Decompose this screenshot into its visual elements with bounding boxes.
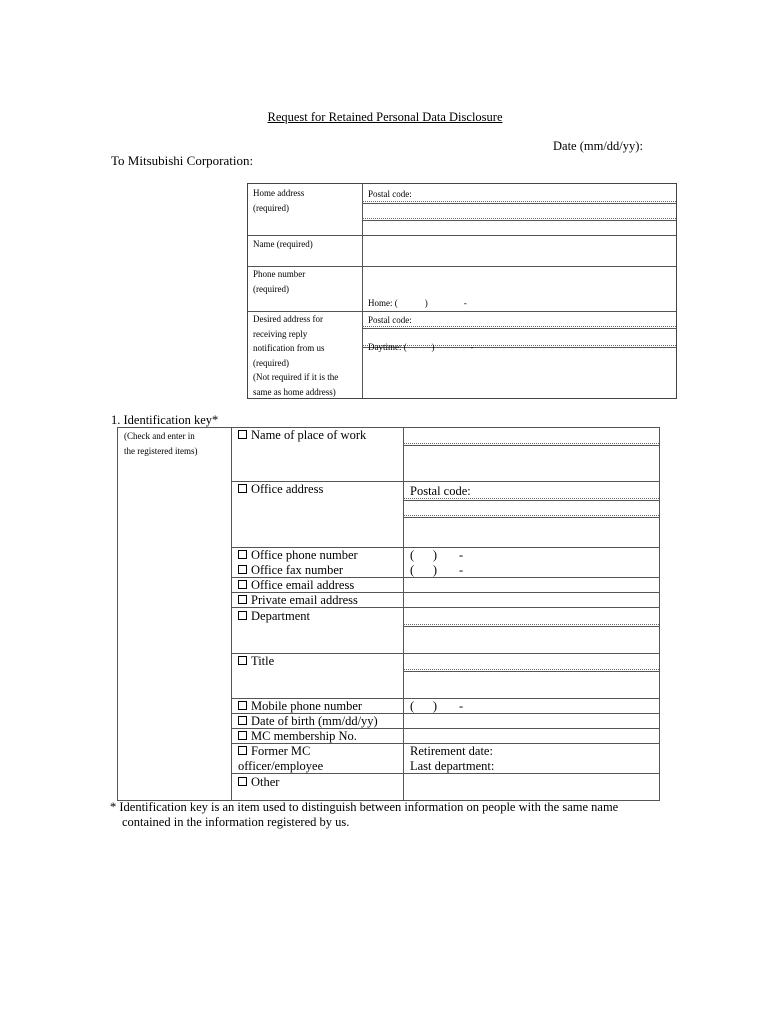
department-option[interactable]: Department [238, 609, 310, 624]
mobile-field[interactable]: ( ) - [410, 699, 464, 713]
office-address-option[interactable]: Office address [238, 482, 323, 497]
office-address-checkbox[interactable] [238, 484, 247, 493]
date-label: Date (mm/dd/yy): [553, 139, 643, 153]
title-checkbox[interactable] [238, 656, 247, 665]
retirement-date-label: Retirement date: [410, 744, 493, 758]
mobile-option[interactable]: Mobile phone number [238, 699, 362, 714]
daytime-phone-field[interactable]: Daytime: ( ) - [368, 341, 474, 352]
page-title: Request for Retained Personal Data Disclosure [267, 110, 503, 124]
reply-postal-label: Postal code: [368, 315, 412, 325]
identification-instruction: (Check and enter in the registered items) [124, 431, 198, 456]
home-postal-label: Postal code: [368, 189, 412, 199]
home-phone-field[interactable]: Home: ( ) - [368, 298, 467, 308]
dob-option[interactable]: Date of birth (mm/dd/yy) [238, 714, 378, 729]
mobile-checkbox[interactable] [238, 701, 247, 710]
home-address-label: Home address (required) [253, 188, 305, 213]
former-checkbox[interactable] [238, 746, 247, 755]
office-email-checkbox[interactable] [238, 580, 247, 589]
name-input[interactable] [363, 236, 676, 265]
applicant-table [247, 183, 677, 399]
reply-address-input[interactable] [363, 348, 676, 398]
other-option[interactable]: Other [238, 775, 279, 790]
office-phone-field[interactable]: ( ) - [410, 548, 464, 562]
private-email-option[interactable]: Private email address [238, 593, 358, 608]
phone-label: Phone number (required) [253, 269, 306, 294]
workplace-option[interactable]: Name of place of work [238, 428, 366, 443]
reply-address-label: Desired address for receiving reply notification from us (required) (Not required if it is the same as home address) [253, 314, 339, 397]
dob-checkbox[interactable] [238, 716, 247, 725]
office-phone-checkbox[interactable] [238, 550, 247, 559]
name-label: Name (required) [253, 239, 313, 249]
addressee: To Mitsubishi Corporation: [111, 153, 254, 168]
mc-membership-option[interactable]: MC membership No. [238, 729, 357, 744]
office-fax-field[interactable]: ( ) - [410, 563, 464, 577]
office-phone-option[interactable]: Office phone number [238, 548, 358, 563]
private-email-checkbox[interactable] [238, 595, 247, 604]
last-department-label: Last department: [410, 759, 495, 773]
home-address-input-2[interactable] [363, 221, 676, 235]
office-fax-checkbox[interactable] [238, 565, 247, 574]
office-fax-option[interactable]: Office fax number [238, 563, 343, 578]
department-checkbox[interactable] [238, 611, 247, 620]
identification-heading: 1. Identification key* [111, 413, 219, 427]
title-option[interactable]: Title [238, 654, 274, 669]
other-checkbox[interactable] [238, 777, 247, 786]
office-email-option[interactable]: Office email address [238, 578, 354, 593]
workplace-checkbox[interactable] [238, 430, 247, 439]
former-option[interactable]: Former MC officer/employee [238, 744, 324, 773]
office-postal-label: Postal code: [410, 484, 471, 498]
mc-membership-checkbox[interactable] [238, 731, 247, 740]
home-address-input[interactable] [363, 204, 676, 218]
footnote: * Identification key is an item used to distinguish between information on people with the same name contained in the information registered by us. [110, 800, 619, 829]
